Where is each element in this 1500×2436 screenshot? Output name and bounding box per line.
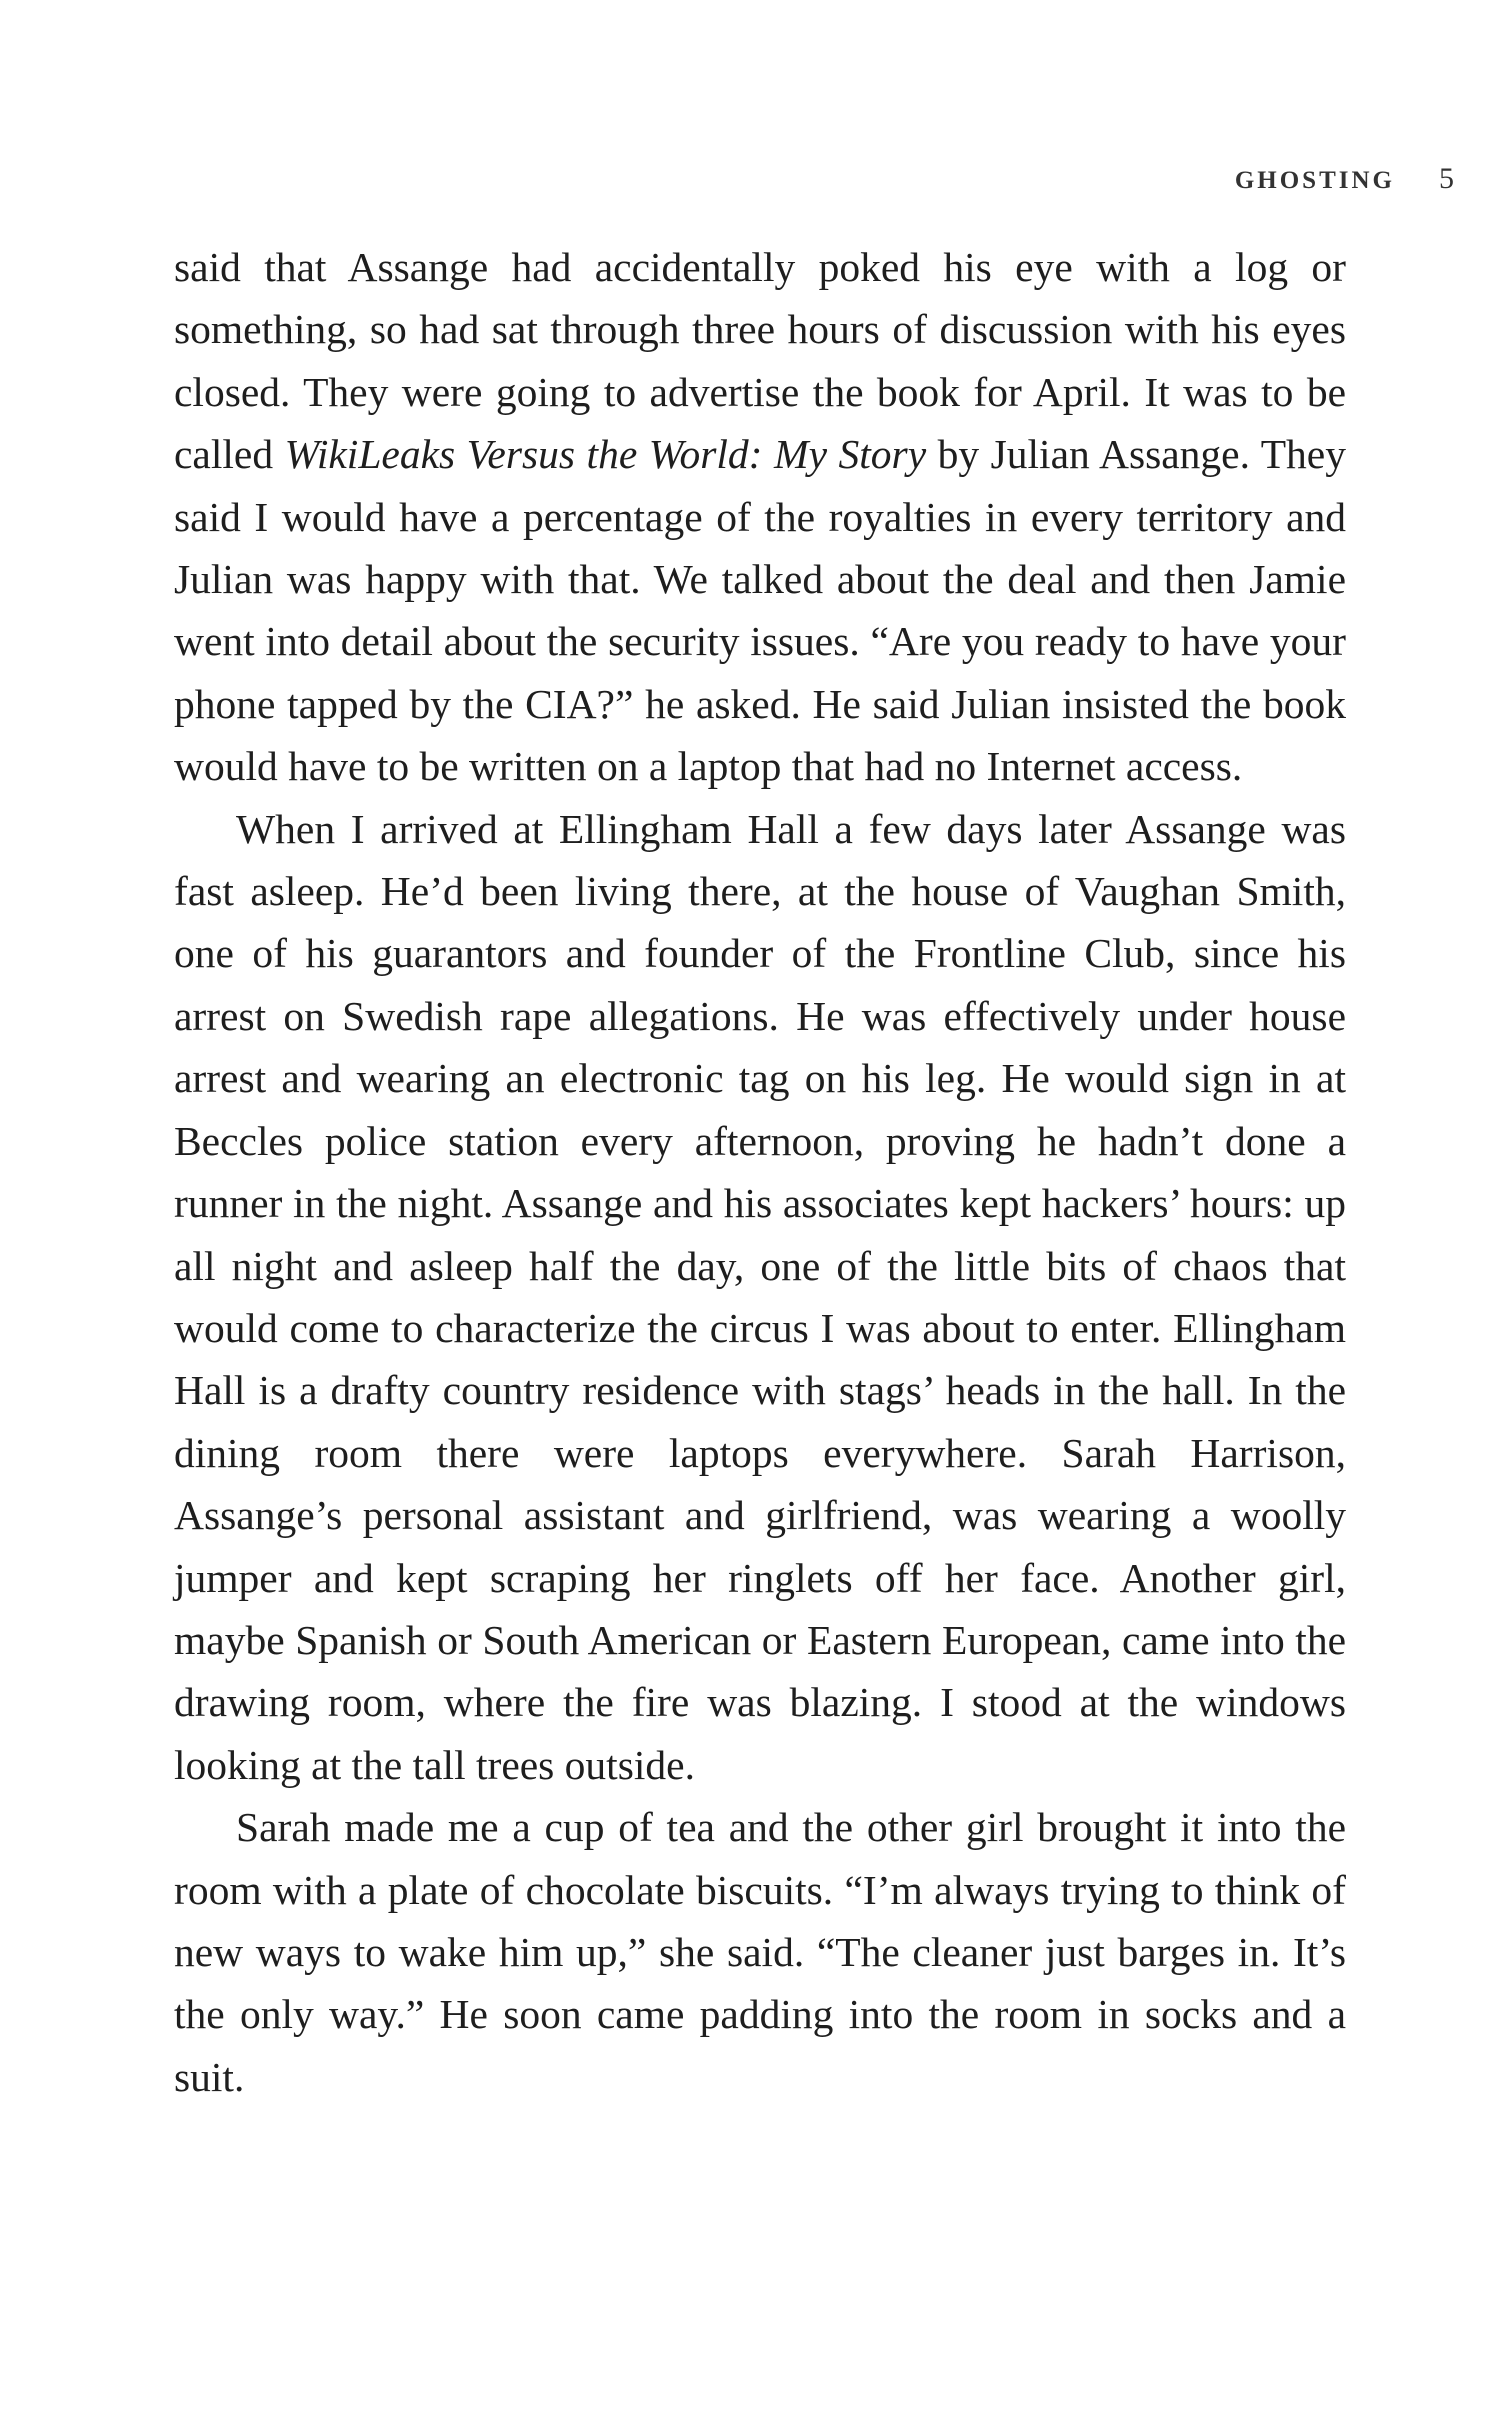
body-text [174, 236, 1346, 2108]
paragraph-1-text-b: by Julian Assange. They said I would have a percentage of the royalties in every territory and Julian was happy with that. We talked about the deal and then Jamie went into detail about the security issues. “Are you ready to have your phone tapped by the CIA?” he asked. He said Julian insisted the book would have to be written on a laptop that had no Internet access. [174, 431, 1346, 790]
paragraph-3: Sarah made me a cup of tea and the other girl brought it into the room with a plate of chocolate biscuits. “I’m always trying to think of new ways to wake him up,” she said. “The cleaner just barges in. It’s the only way.” He soon came padding into the room in socks and a suit. [174, 1804, 1346, 2100]
paragraph-1 [174, 236, 1346, 798]
paragraph-1-text-a: said that Assange had accidentally poked his eye with a log or something, so had sat through three hours of discussion with his eyes closed. They were going to advertise the book for April. It was to be called [174, 244, 1346, 478]
book-title: WikiLeaks Versus the World: My Story [284, 431, 927, 478]
running-title: GHOSTING [1234, 167, 1395, 194]
paragraph-2: When I arrived at Ellingham Hall a few days later Assange was fast asleep. He’d been living there, at the house of Vaughan Smith, one of his guarantors and founder of the Frontline Club, since his arrest on Swedish rape allegations. He was effectively under house arrest and wearing an electronic tag on his leg. He would sign in at Beccles police station every afternoon, proving he hadn’t done a runner in the night. Assange and his associates kept hackers’ hours: up all night and asleep half the day, one of the little bits of chaos that would come to characterize the circus I was about to enter. Ellingham Hall is a drafty country residence with stags’ heads in the hall. In the dining room there were laptops everywhere. Sarah Harrison, Assange’s personal assistant and girlfriend, was wearing a woolly jumper and kept scraping her ringlets off her face. Another girl, maybe Spanish or South American or Eastern European, came into the drawing room, where the fire was blazing. I stood at the windows looking at the tall trees outside. [174, 805, 1346, 1788]
running-header [0, 162, 1500, 196]
page-number: 5 [1439, 162, 1454, 195]
